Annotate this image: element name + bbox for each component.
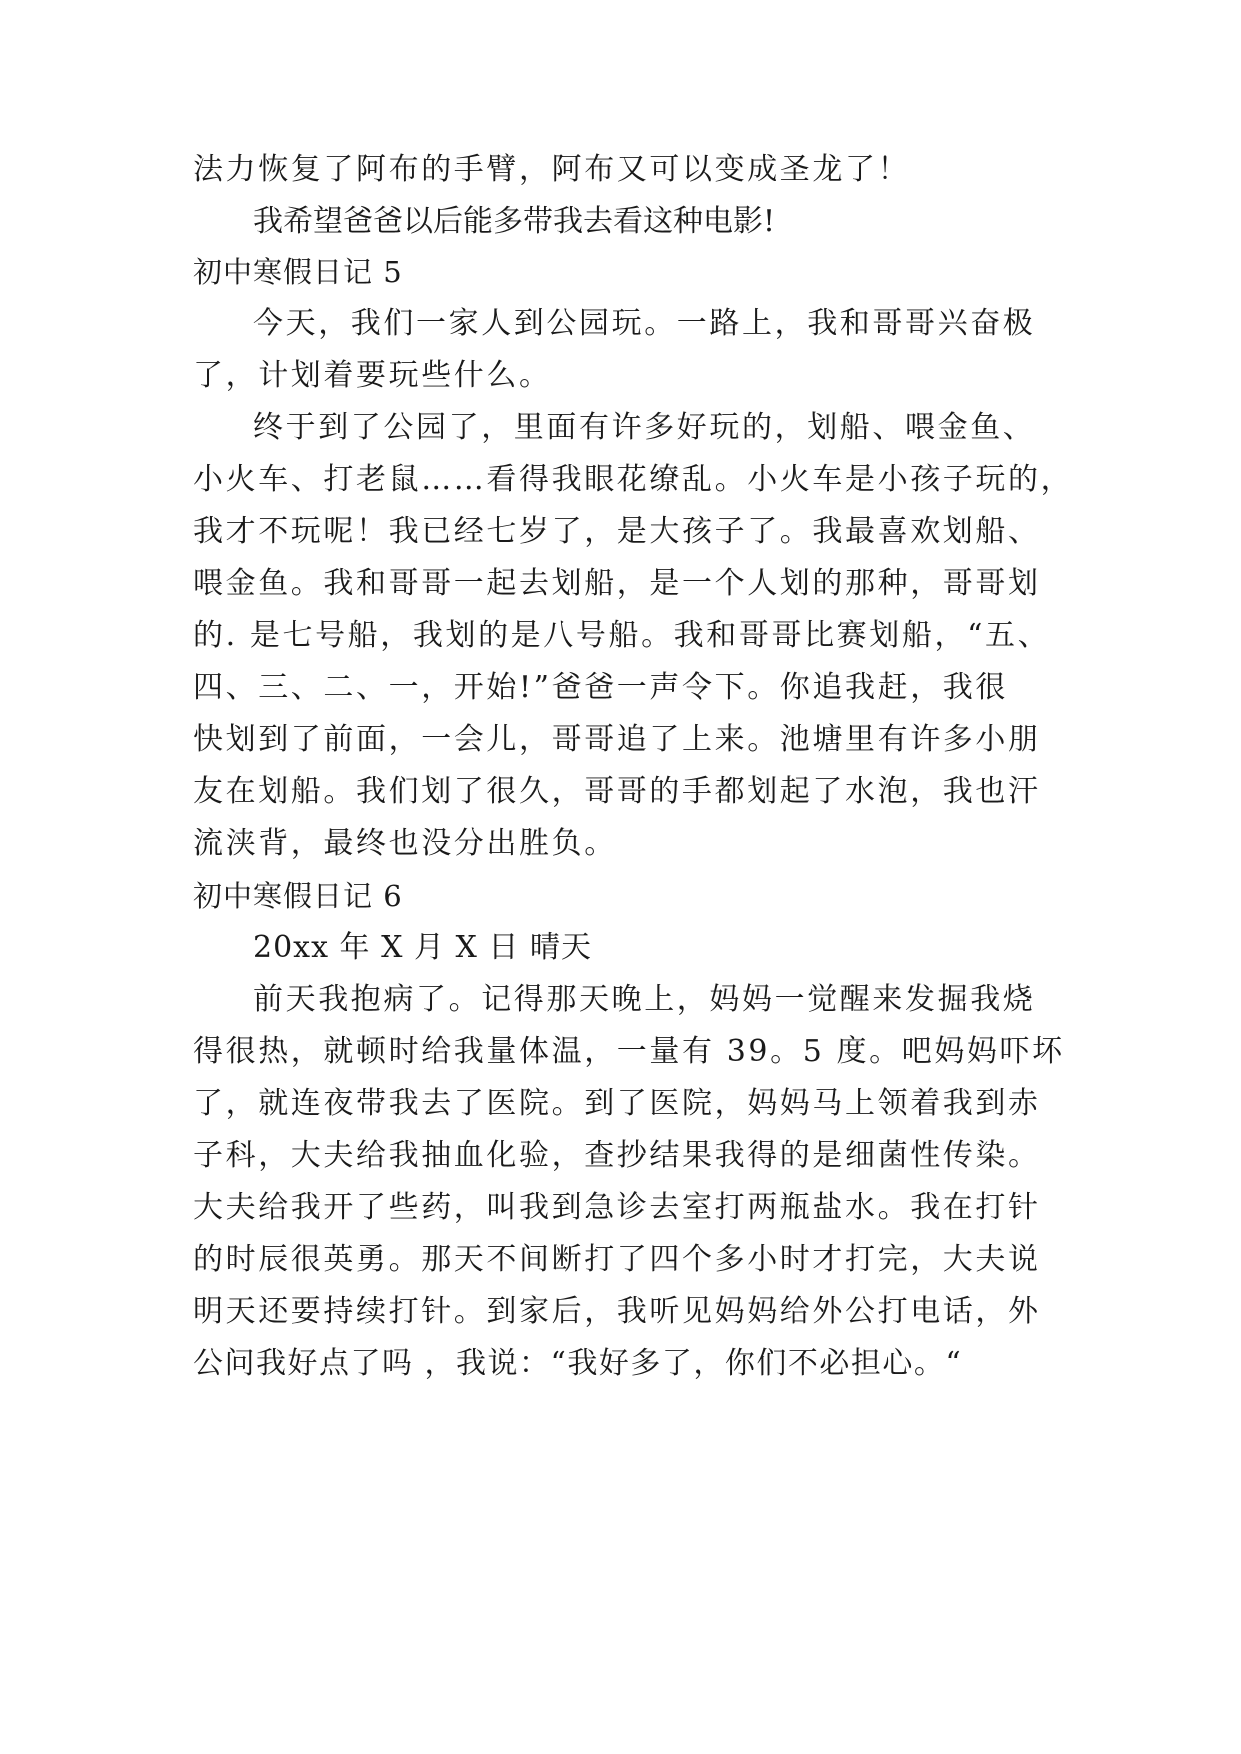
paragraph-line: 快划到了前面，一会儿，哥哥追了上来。池塘里有许多小朋 (193, 722, 1041, 757)
section-heading: 初中寒假日记 6 (193, 879, 403, 913)
section-heading: 初中寒假日记 5 (193, 255, 403, 289)
paragraph-line: 了，就连夜带我去了医院。到了医院，妈妈马上领着我到赤 (193, 1086, 1041, 1121)
paragraph-line: 前天我抱病了。记得那天晚上，妈妈一觉醒来发掘我烧 (253, 982, 1036, 1017)
paragraph-line: 明天还要持续打针。到家后，我听见妈妈给外公打电话，外 (193, 1294, 1041, 1329)
paragraph-line: 小火车、打老鼠……看得我眼花缭乱。小火车是小孩子玩的， (193, 462, 1073, 497)
paragraph-line: 的时辰很英勇。那天不间断打了四个多小时才打完，大夫说 (193, 1242, 1041, 1277)
paragraph-line: 四、三、二、一，开始!”爸爸一声令下。你追我赶，我很 (193, 670, 1008, 705)
date-weather-line: 20xx 年 X 月 X 日 晴天 (253, 930, 592, 965)
paragraph-line: 今天，我们一家人到公园玩。一路上，我和哥哥兴奋极 (253, 306, 1036, 341)
paragraph-line: 我才不玩呢！我已经七岁了，是大孩子了。我最喜欢划船、 (193, 514, 1041, 549)
paragraph-line: 子科，大夫给我抽血化验，查抄结果我得的是细菌性传染。 (193, 1138, 1041, 1173)
paragraph-line: 终于到了公园了，里面有许多好玩的，划船、喂金鱼、 (253, 410, 1036, 445)
paragraph-line: 的. 是七号船，我划的是八号船。我和哥哥比赛划船，“五、 (193, 618, 1051, 653)
paragraph-line: 了，计划着要玩些什么。 (193, 358, 552, 393)
paragraph-line: 公问我好点了吗 ，我说：“我好多了，你们不必担心。“ (193, 1346, 963, 1381)
paragraph-line: 我希望爸爸以后能多带我去看这种电影! (253, 204, 776, 239)
paragraph-line: 友在划船。我们划了很久，哥哥的手都划起了水泡，我也汗 (193, 774, 1041, 809)
paragraph-line: 法力恢复了阿布的手臂，阿布又可以变成圣龙了！ (193, 152, 911, 187)
paragraph-line: 流浃背，最终也没分出胜负。 (193, 826, 617, 861)
paragraph-line: 喂金鱼。我和哥哥一起去划船，是一个人划的那种，哥哥划 (193, 566, 1041, 601)
paragraph-line: 大夫给我开了些药，叫我到急诊去室打两瓶盐水。我在打针 (193, 1190, 1041, 1225)
paragraph-line: 得很热，就顿时给我量体温，一量有 39。5 度。吧妈妈吓坏 (193, 1034, 1065, 1069)
